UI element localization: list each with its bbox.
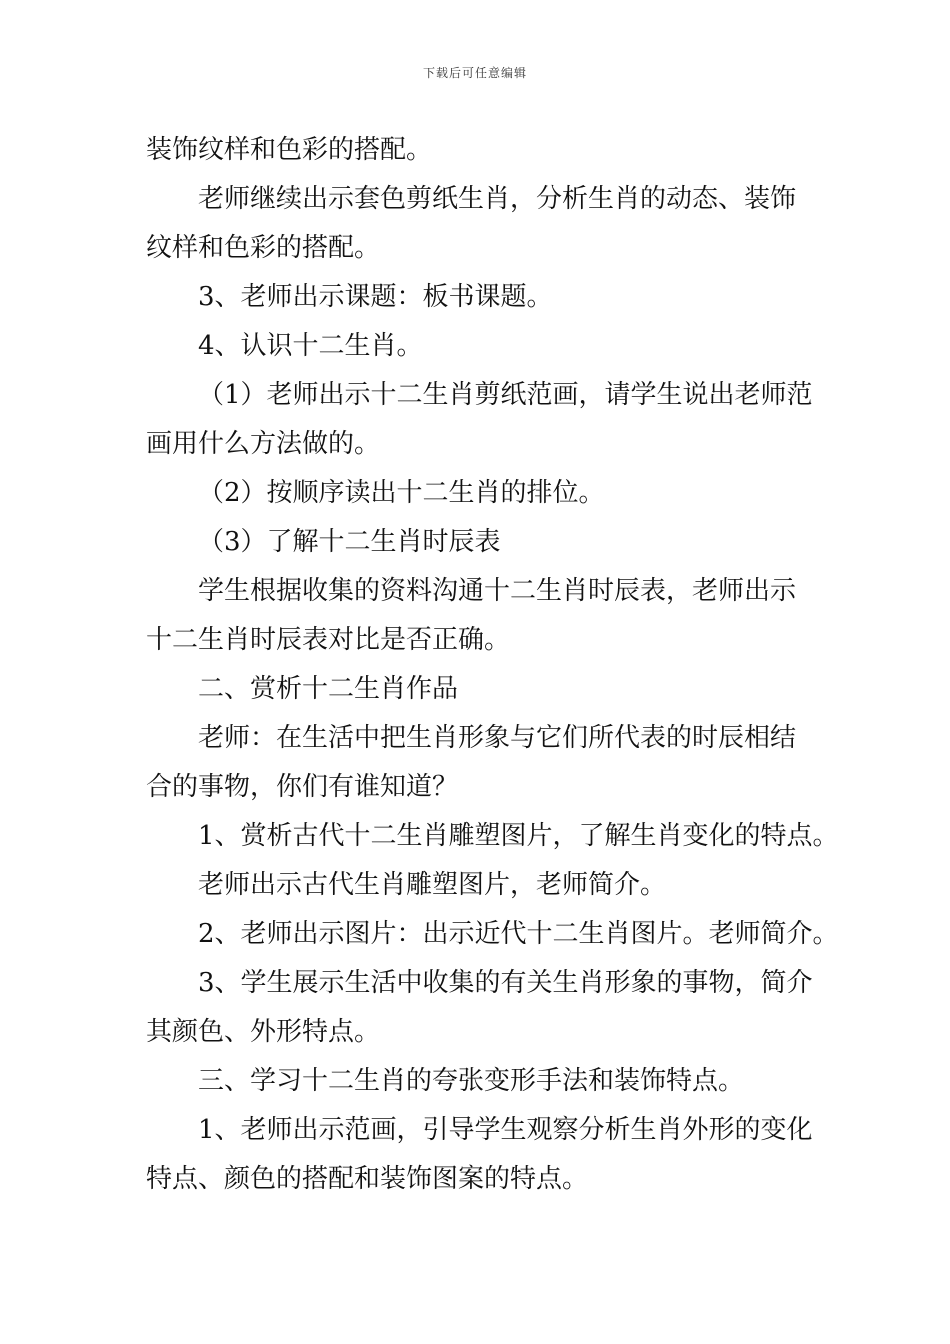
text-line: 十二生肖时辰表对比是否正确。 xyxy=(146,625,511,655)
text-line: 4、认识十二生肖。 xyxy=(198,331,423,361)
text-line: 老师：在生活中把生肖形象与它们所代表的时辰相结 xyxy=(198,723,797,753)
document-body xyxy=(146,126,839,1204)
section-heading: 二、赏析十二生肖作品 xyxy=(198,674,459,704)
text-line: 学生根据收集的资料沟通十二生肖时辰表，老师出示 xyxy=(198,576,797,606)
text-line: 画用什么方法做的。 xyxy=(146,429,381,459)
text-line: 其颜色、外形特点。 xyxy=(146,1017,381,1047)
text-line: 合的事物，你们有谁知道？ xyxy=(146,772,459,802)
text-line: 老师继续出示套色剪纸生肖，分析生肖的动态、装饰 xyxy=(198,184,797,214)
section-heading: 三、学习十二生肖的夸张变形手法和装饰特点。 xyxy=(198,1066,745,1096)
text-line: （1）老师出示十二生肖剪纸范画，请学生说出老师范 xyxy=(198,380,813,410)
text-line: （3）了解十二生肖时辰表 xyxy=(198,527,501,557)
text-line: 装饰纹样和色彩的搭配。 xyxy=(146,135,433,165)
text-line: 特点、颜色的搭配和装饰图案的特点。 xyxy=(146,1164,589,1194)
text-line: 老师出示古代生肖雕塑图片，老师简介。 xyxy=(198,870,667,900)
text-line: 1、老师出示范画，引导学生观察分析生肖外形的变化 xyxy=(198,1115,813,1145)
text-line: 纹样和色彩的搭配。 xyxy=(146,233,381,263)
text-line: （2）按顺序读出十二生肖的排位。 xyxy=(198,478,605,508)
text-line: 1、赏析古代十二生肖雕塑图片，了解生肖变化的特点。 xyxy=(198,821,839,851)
text-line: 3、学生展示生活中收集的有关生肖形象的事物，简介 xyxy=(198,968,813,998)
text-line: 2、老师出示图片：出示近代十二生肖图片。老师简介。 xyxy=(198,919,839,949)
page-header: 下载后可任意编辑 xyxy=(422,66,527,80)
text-line: 3、老师出示课题：板书课题。 xyxy=(198,282,553,312)
